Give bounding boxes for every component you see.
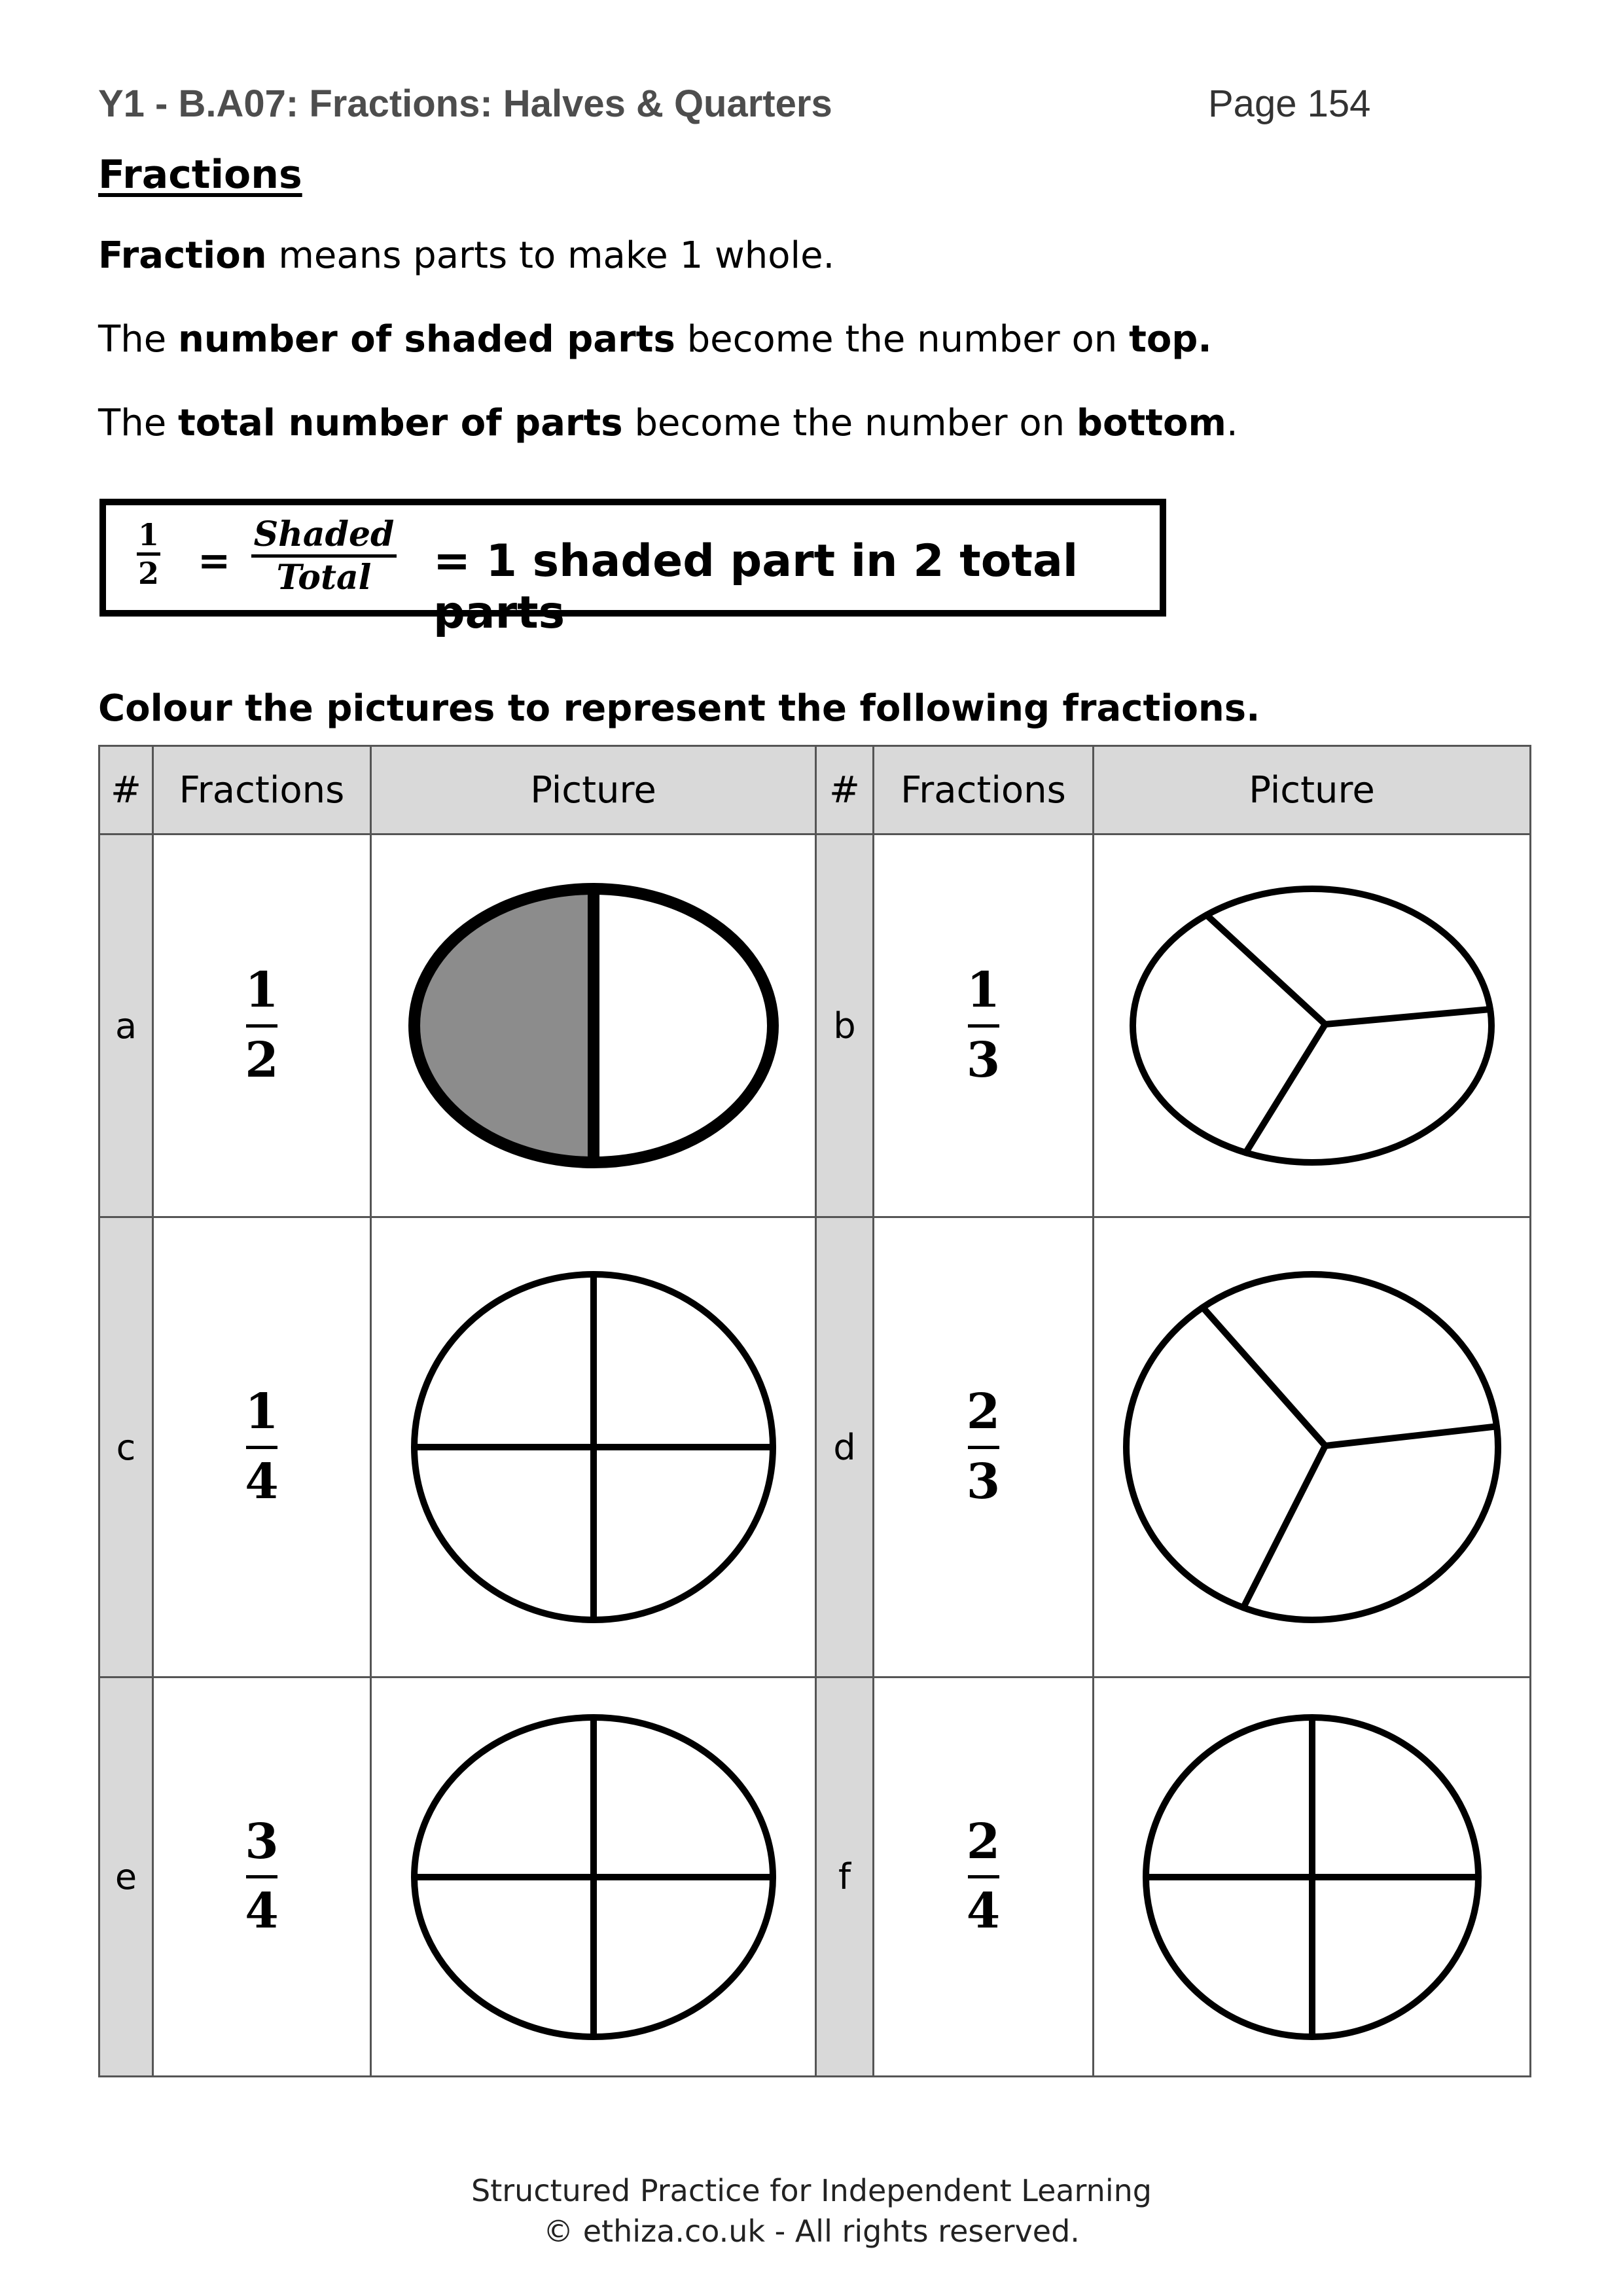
header-number: # (99, 746, 153, 834)
numerator: 2 (966, 1813, 1001, 1870)
formula-meaning: = 1 shaded part in 2 total parts (433, 535, 1079, 639)
row-label: c (99, 1217, 153, 1677)
instruction: Colour the pictures to represent the following fractions. (98, 687, 1260, 730)
definition-text: become the number on (675, 318, 1130, 361)
fraction (967, 1384, 1001, 1509)
worksheet-title: Y1 - B.A07: Fractions: Halves & Quarters (98, 82, 832, 125)
fraction-circle-b[interactable] (1122, 878, 1502, 1173)
denominator: 3 (966, 1031, 1001, 1088)
dividing-line (1245, 1024, 1325, 1153)
definition-text: The (98, 318, 178, 361)
definition-bold: bottom (1076, 402, 1226, 444)
fraction-cell (153, 834, 371, 1217)
header-number: # (816, 746, 874, 834)
dividing-line (1325, 1426, 1497, 1446)
numerator: 2 (966, 1384, 1001, 1441)
fraction-bar (246, 1875, 277, 1878)
fraction-bar (246, 1024, 277, 1028)
fraction-circle-d[interactable] (1116, 1264, 1508, 1630)
definition-bold: number of shaded parts (177, 318, 675, 361)
dividing-line (1202, 1308, 1325, 1446)
table-header-row (99, 746, 1531, 834)
fraction-bar (246, 1446, 277, 1449)
table-row (99, 1217, 1531, 1677)
definition-bold: top. (1129, 318, 1212, 361)
definition-text: become the number on (622, 402, 1077, 444)
picture-cell[interactable] (371, 1217, 816, 1677)
numerator: 3 (245, 1813, 279, 1870)
section-title: Fractions (98, 152, 302, 198)
formula-numerator: 1 (137, 517, 159, 552)
fraction-circle-e[interactable] (404, 1707, 783, 2047)
fraction-cell (153, 1217, 371, 1677)
fraction-cell (874, 834, 1094, 1217)
formula-equals: = (198, 538, 231, 584)
fraction (245, 1814, 279, 1939)
definition-line-3 (98, 402, 1238, 444)
fractions-table (98, 745, 1531, 2077)
fraction-bar (968, 1446, 999, 1449)
picture-cell[interactable] (1094, 1677, 1531, 2077)
fraction-bar (968, 1875, 999, 1878)
circle-outline (1126, 1274, 1498, 1620)
row-label: e (99, 1677, 153, 2077)
page-number: Page 154 (1208, 82, 1371, 125)
numerator: 1 (245, 962, 279, 1019)
header-picture: Picture (371, 746, 816, 834)
formula-fraction (137, 517, 160, 591)
header-picture: Picture (1094, 746, 1531, 834)
footer-copyright: © ethiza.co.uk - All rights reserved. (543, 2214, 1080, 2249)
row-label: a (99, 834, 153, 1217)
formula-word-fraction (251, 514, 397, 598)
shaded-part (414, 889, 594, 1162)
numerator: 1 (966, 962, 1001, 1019)
row-label: b (816, 834, 874, 1217)
fraction (967, 963, 1001, 1088)
formula-word-numerator: Shaded (253, 514, 395, 554)
dividing-line (1325, 1009, 1490, 1024)
circle-outline (1133, 889, 1491, 1162)
denominator: 4 (966, 1883, 1001, 1939)
footer-line-1: Structured Practice for Independent Learning (471, 2173, 1152, 2208)
definition-line-2 (98, 318, 1212, 361)
denominator: 2 (245, 1031, 279, 1088)
formula-word-denominator: Total (276, 558, 372, 598)
row-label: f (816, 1677, 874, 2077)
header-fractions: Fractions (153, 746, 371, 834)
fraction (245, 963, 279, 1088)
fraction-circle-a[interactable] (404, 878, 783, 1173)
fraction (967, 1814, 1001, 1939)
picture-cell[interactable] (1094, 834, 1531, 1217)
formula-denominator: 2 (137, 556, 159, 591)
table-row (99, 1677, 1531, 2077)
denominator: 4 (245, 1453, 279, 1510)
denominator: 3 (966, 1453, 1001, 1510)
definition-term: Fraction (98, 234, 267, 277)
picture-cell[interactable] (371, 1677, 816, 2077)
definition-text: The (98, 402, 178, 444)
definition-text: means parts to make 1 whole. (266, 234, 835, 277)
fraction-circle-c[interactable] (404, 1264, 783, 1630)
picture-cell[interactable] (371, 834, 816, 1217)
fraction-circle-f[interactable] (1135, 1707, 1489, 2047)
header-fractions: Fractions (874, 746, 1094, 834)
definition-line-1 (98, 234, 834, 277)
denominator: 4 (245, 1883, 279, 1939)
formula-box (99, 499, 1166, 639)
row-label: d (816, 1217, 874, 1677)
fraction-bar (968, 1024, 999, 1028)
numerator: 1 (245, 1384, 279, 1441)
fraction-cell (874, 1677, 1094, 2077)
fraction (245, 1384, 279, 1509)
definition-bold: total number of parts (177, 402, 623, 444)
dividing-line (1243, 1446, 1325, 1607)
fraction-cell (874, 1217, 1094, 1677)
table-row (99, 834, 1531, 1217)
dividing-line (1206, 915, 1325, 1024)
definition-text: . (1226, 402, 1238, 444)
picture-cell[interactable] (1094, 1217, 1531, 1677)
fraction-cell (153, 1677, 371, 2077)
